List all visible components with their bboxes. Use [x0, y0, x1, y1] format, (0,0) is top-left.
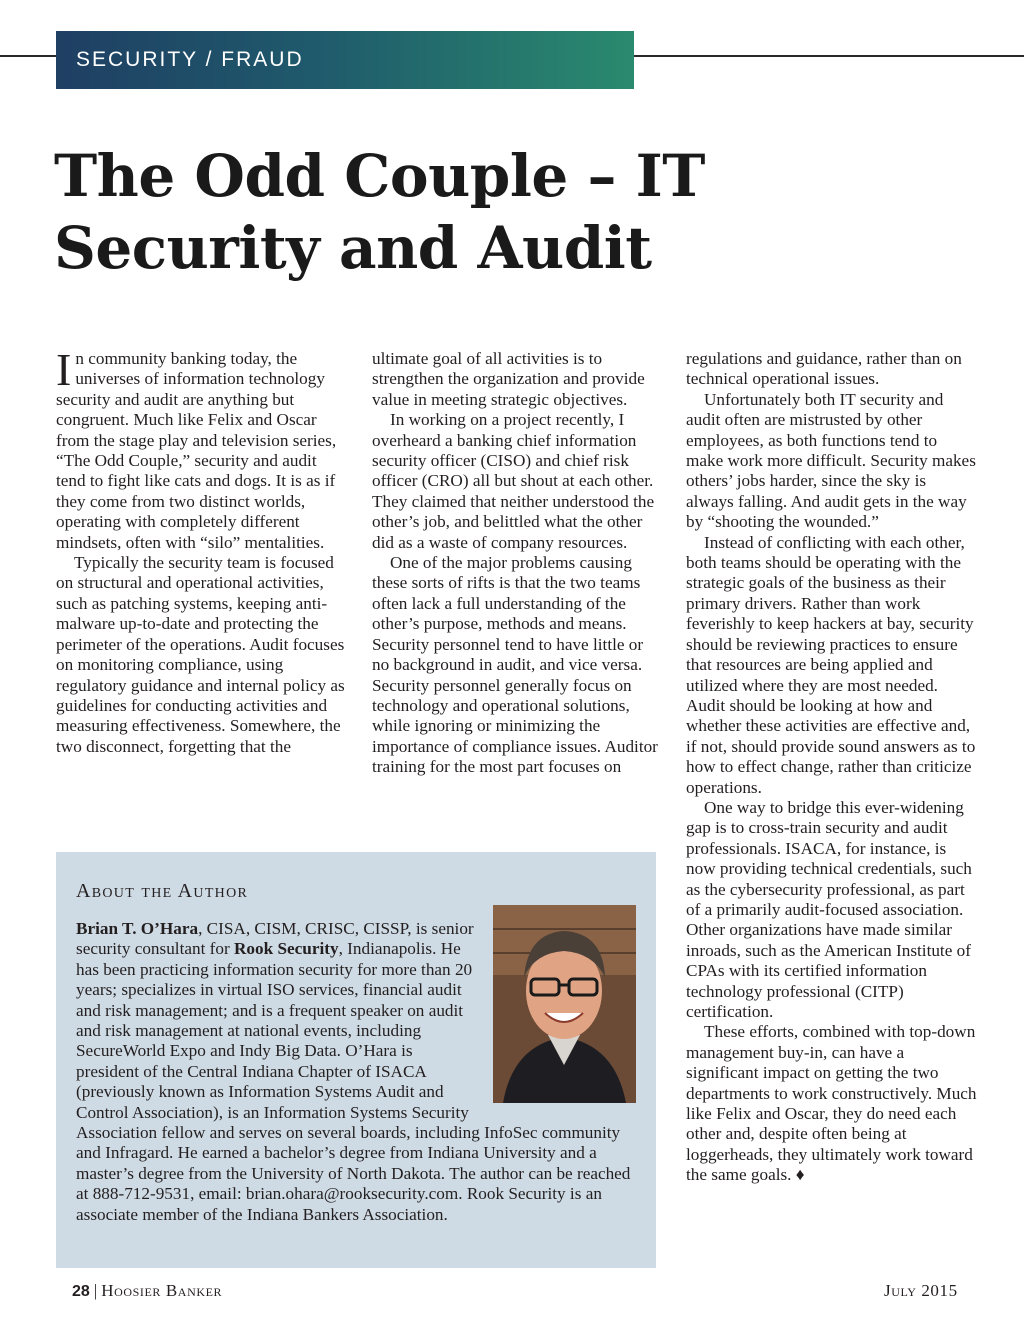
article-paragraph: These efforts, combined with top-down management buy-in, can have a significant impact on getting the two departments to work constructively. Much like Felix and Oscar, they do need each other and, despite often being at loggerheads, they ultimately work toward the same goals. ♦ [686, 1022, 977, 1185]
author-name: Brian T. O’Hara [76, 919, 199, 938]
publication-name: Hoosier Banker [101, 1281, 223, 1300]
header-rule-right [632, 55, 1024, 57]
page-number: 28 [72, 1283, 90, 1300]
end-mark-icon: ♦ [795, 1165, 805, 1185]
article-column-3 [686, 349, 978, 1186]
header-rule-left [0, 55, 56, 57]
article-paragraph: regulations and guidance, rather than on technical operational issues. [686, 349, 962, 389]
article-title: The Odd Couple – IT Security and Audit [54, 142, 705, 282]
issue-date: July 2015 [884, 1281, 958, 1300]
article-paragraph: Unfortunately both IT security and audit often are mistrusted by other employees, as both functions tend to make work more difficult. Security makes others’ jobs harder, since the sky is always falling. And audit gets in the way by “shooting the wounded.” [686, 389, 976, 532]
section-banner [56, 31, 634, 89]
author-portrait-icon [493, 905, 636, 1103]
footer-left [72, 1281, 222, 1301]
article-paragraph: ultimate goal of all activities is to strengthen the organization and provide value in meeting strategic objectives. [372, 349, 645, 409]
footer-separator: | [93, 1281, 98, 1300]
article-paragraph: In working on a project recently, I overheard a banking chief information security officer (CISO) and chief risk officer (CRO) all but shout at each other. They claimed that neither understood the other’s job, and belittled what the other did as a waste of company resources. [372, 410, 655, 552]
article-column-1 [56, 344, 346, 757]
author-photo [493, 905, 636, 1103]
article-paragraph: Instead of conflicting with each other, both teams should be operating with the strategic goals of the business as their primary drivers. Rather than work feverishly to keep hackers at bay, security should be reviewing practices to ensure that resources are being applied and utilized where they are most needed. Audit should be looking at how and whether these activities are effective and, if not, should provide sound answers as to how to effect change, rather than criticize operations. [686, 532, 976, 797]
article-column-2 [372, 349, 664, 778]
about-the-author-box [56, 852, 656, 1268]
author-company: Rook Security [234, 939, 339, 959]
article-paragraph: One way to bridge this ever-widening gap is to cross-train security and audit professionals. ISACA, for instance, is now providing technical credentials, such as the cybersecurity professional, as part of a primarily audit-focused association. Other organizations have made similar inroads, such as the American Institute of CPAs with its certified information technology professional (CITP) certification. [686, 797, 972, 1021]
article-paragraph: Typically the security team is focused on structural and operational activities, such as patching systems, keeping anti-malware up-to-date and protecting the perimeter of the operations. Audit focuses on monitoring compliance, using regulatory guidance and internal policy as guidelines for conducting activities and measuring effectiveness. Somewhere, the two disconnect, forgetting that the [56, 553, 345, 756]
article-paragraph: In community banking today, the universes of information technology security and audit are anything but congruent. Much like Felix and Oscar from the stage play and television series, “The Odd Couple,” security and audit tend to fight like cats and dogs. It is as if they come from two distinct worlds, operating with completely different mindsets, often with “silo” mentalities. [56, 344, 337, 552]
section-label: SECURITY / FRAUD [76, 48, 304, 71]
drop-cap: I [56, 344, 72, 395]
article-paragraph: One of the major problems causing these sorts of rifts is that the two teams often lack a full understanding of the other’s purpose, methods and means. Security personnel tend to have little or no background in audit, and vice versa. Security personnel generally focus on technology and operational solutions, while ignoring or minimizing the importance of compliance issues. Auditor training for the most part focuses on [372, 553, 658, 777]
author-box-heading: About the Author [76, 880, 249, 902]
author-bio: Brian T. O’Hara, CISA, CISM, CRISC, CISSP, is senior security consultant for Rook Security, Indianapolis. He has been practicing information security for more than 20 years; specializes in virtual ISO services, financial audit and risk management; and is a frequent speaker on audit and risk management at national events, including SecureWorld Expo and Indy Big Data. O’Hara is president of the Central Indiana Chapter of ISACA (previously known as Information Systems Audit and Control Association), is an Information Systems Security Association fellow and serves on several boards, including InfoSec community and Infragard. He earned a bachelor’s degree from Indiana University and a master’s degree from the University of North Dakota. The author can be reached at 888-712-9531, email: brian.ohara@rooksecurity.com. Rook Security is an associate member of the Indiana Bankers Association. [76, 919, 631, 1224]
